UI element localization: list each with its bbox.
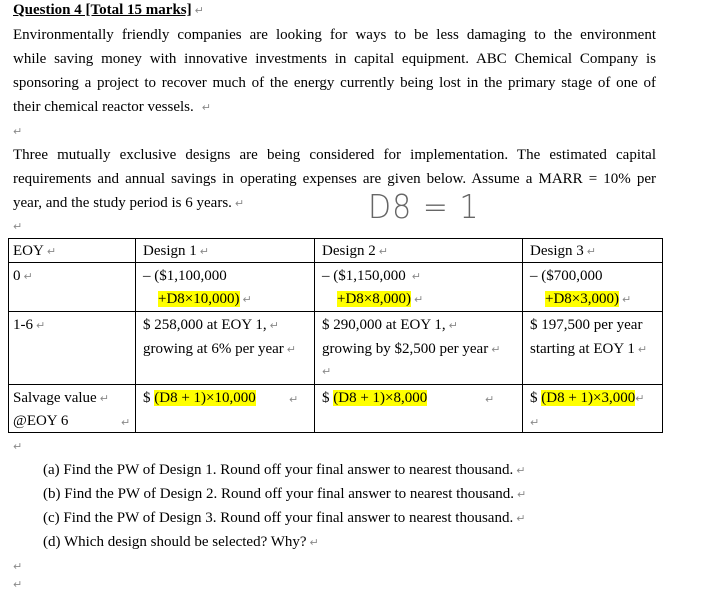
table-grid-line	[9, 262, 662, 263]
question-c: (c) Find the PW of Design 3. Round off your final answer to nearest thousand. ↵	[43, 510, 526, 526]
row0-design1-line1: – ($1,100,000	[143, 268, 227, 284]
paragraph-mark: ↵	[23, 270, 33, 283]
paragraph-mark: ↵	[516, 464, 526, 477]
paragraph-mark: ↵	[286, 343, 296, 356]
row1-design1-line1: $ 258,000 at EOY 1, ↵	[143, 317, 279, 333]
row0-design2-line2: +D8×8,000) ↵	[337, 291, 424, 307]
table-grid-line	[314, 239, 315, 432]
table-grid-line	[135, 239, 136, 432]
question-title	[13, 2, 204, 19]
row2-design3-salvage: $ (D8 + 1)×3,000↵	[530, 390, 645, 406]
row2-design1-salvage: $ (D8 + 1)×10,000	[143, 390, 256, 406]
paragraph-mark: ↵	[586, 245, 596, 258]
handwritten-note: D8 = 1	[368, 188, 480, 227]
row2-design2-mark: ↵	[485, 393, 495, 406]
row1-eoy: 1-6 ↵	[13, 317, 46, 333]
question-d: (d) Which design should be selected? Why? ↵	[43, 534, 319, 550]
row1-design2-mark: ↵	[322, 365, 332, 378]
paragraph-mark: ↵	[194, 4, 204, 17]
paragraph-mark: ↵	[201, 101, 211, 114]
paragraph-mark: ↵	[309, 536, 319, 549]
table-grid-line	[522, 239, 523, 432]
row2-design2-salvage: $ (D8 + 1)×8,000	[322, 390, 428, 406]
question-a: (a) Find the PW of Design 1. Round off your final answer to nearest thousand. ↵	[43, 462, 526, 478]
row1-design3-line1: $ 197,500 per year	[530, 317, 643, 333]
header-design-3: Design 3 ↵	[530, 243, 596, 259]
design-table	[8, 238, 663, 433]
para2-line3: year, and the study period is 6 years. ↵	[13, 195, 245, 211]
row2-design1-mark: ↵	[289, 393, 299, 406]
table-grid-line	[9, 311, 662, 312]
question-number: Question 4 [Total 15 marks]	[13, 2, 192, 18]
empty-paragraph-mark: ↵	[13, 125, 23, 138]
row1-design3-line2: starting at EOY 1 ↵	[530, 341, 648, 357]
paragraph-mark: ↵	[637, 343, 648, 356]
row0-design3-line1: – ($700,000	[530, 268, 603, 284]
paragraph-mark: ↵	[99, 392, 109, 405]
row2-design3-mark: ↵	[530, 416, 540, 429]
paragraph-mark: ↵	[635, 392, 645, 405]
row2-salvage-label-line2: @EOY 6	[13, 413, 69, 429]
row0-eoy: 0 ↵	[13, 268, 33, 284]
paragraph-mark: ↵	[269, 319, 279, 332]
row0-design1-line2: +D8×10,000) ↵	[158, 291, 252, 307]
row2-salvage-label-line1: Salvage value ↵	[13, 390, 109, 406]
empty-paragraph-mark: ↵	[13, 560, 23, 573]
empty-paragraph-mark: ↵	[13, 220, 23, 233]
paragraph-mark: ↵	[199, 245, 209, 258]
row0-design2-line1: – ($1,150,000 ↵	[322, 268, 421, 284]
paragraph-mark: ↵	[491, 343, 501, 356]
empty-paragraph-mark: ↵	[13, 578, 23, 591]
paragraph-mark: ↵	[411, 270, 421, 283]
para1-line3: sponsoring a project to recover much of the energy currently being lost in the primary stage of one of	[13, 75, 656, 91]
header-eoy: EOY ↵	[13, 243, 57, 259]
para1-line1: Environmentally friendly companies are looking for ways to be less damaging to the environment	[13, 27, 656, 43]
paragraph-mark: ↵	[517, 488, 527, 501]
paragraph-mark: ↵	[414, 293, 424, 306]
para1-line4: their chemical reactor vessels. ↵	[13, 99, 211, 115]
header-design-1: Design 1 ↵	[143, 243, 209, 259]
para2-line1: Three mutually exclusive designs are being considered for implementation. The estimated capital	[13, 147, 656, 163]
paragraph-mark: ↵	[36, 319, 46, 332]
row1-design2-line1: $ 290,000 at EOY 1, ↵	[322, 317, 458, 333]
empty-paragraph-mark: ↵	[13, 440, 23, 453]
question-b: (b) Find the PW of Design 2. Round off your final answer to nearest thousand. ↵	[43, 486, 527, 502]
paragraph-mark: ↵	[516, 512, 526, 525]
row1-design1-line2: growing at 6% per year ↵	[143, 341, 296, 357]
paragraph-mark: ↵	[234, 197, 245, 210]
paragraph-mark: ↵	[378, 245, 388, 258]
row2-label-mark: ↵	[121, 416, 131, 429]
row1-design2-line2: growing by $2,500 per year ↵	[322, 341, 501, 357]
paragraph-mark: ↵	[448, 319, 458, 332]
header-design-2: Design 2 ↵	[322, 243, 388, 259]
paragraph-mark: ↵	[46, 245, 57, 258]
para1-line2: while saving money with innovative investments in capital equipment. ABC Chemical Company is	[13, 51, 656, 67]
table-grid-line	[9, 384, 662, 385]
para2-line2: requirements and annual savings in operating expenses are given below. Assume a MARR = 10% per	[13, 171, 656, 187]
paragraph-mark: ↵	[622, 293, 632, 306]
row0-design3-line2: +D8×3,000) ↵	[545, 291, 632, 307]
paragraph-mark: ↵	[242, 293, 252, 306]
